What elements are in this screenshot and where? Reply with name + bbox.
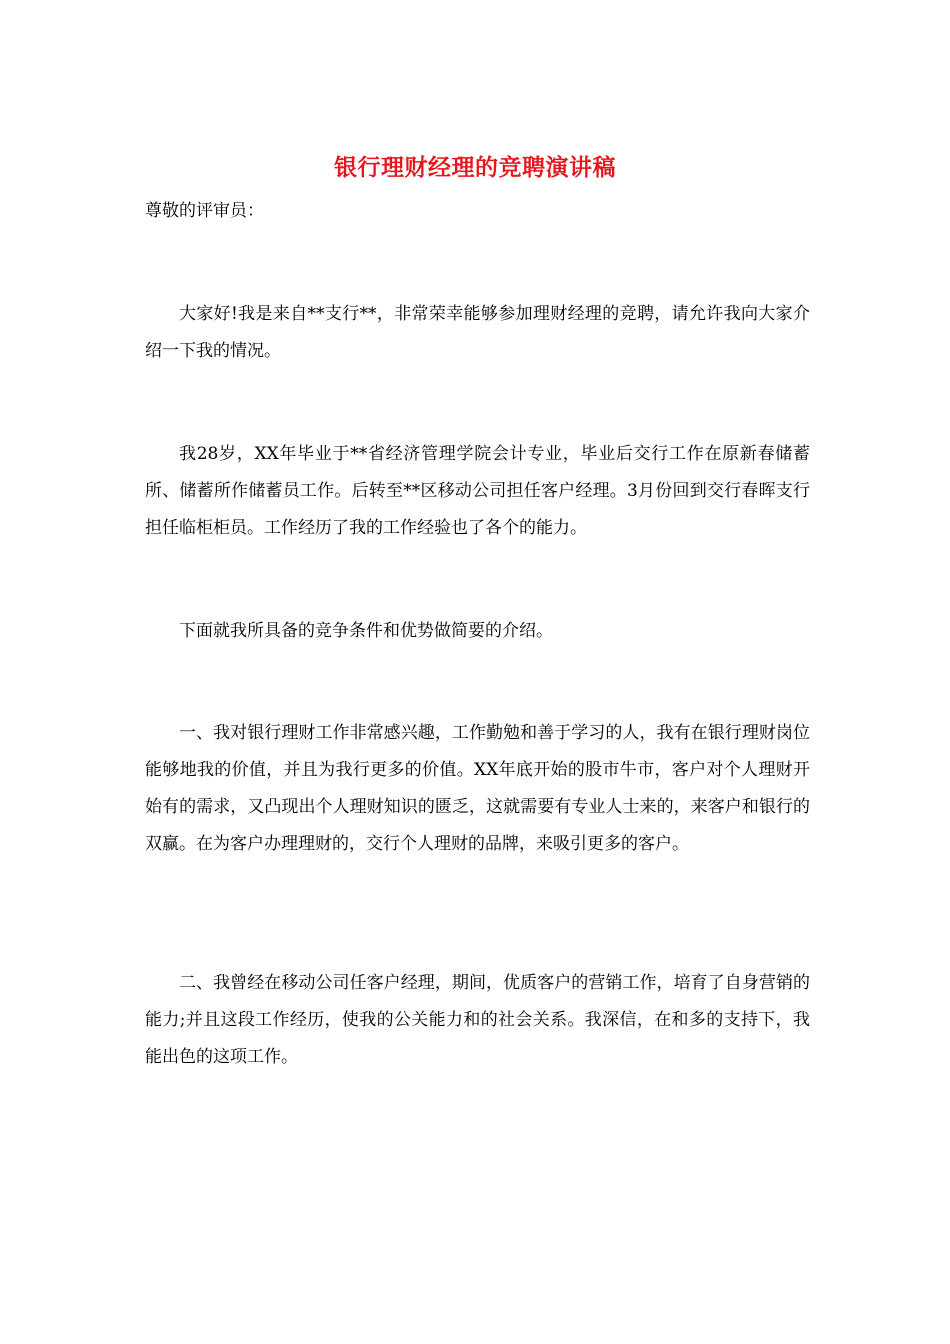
document-title: 银行理财经理的竞聘演讲稿 bbox=[334, 154, 616, 181]
paragraph-greeting: 大家好!我是来自**支行**，非常荣幸能够参加理财经理的竞聘，请允许我向大家介绍一下我的情况。 bbox=[145, 304, 810, 361]
salutation: 尊敬的评审员： bbox=[145, 201, 264, 221]
paragraph-intro: 下面就我所具备的竞争条件和优势做简要的介绍。 bbox=[179, 621, 553, 641]
paragraph-point-two: 二、我曾经在移动公司任客户经理，期间，优质客户的营销工作，培育了自身营销的能力;并且这段工作经历，使我的公关能力和的社会关系。我深信，在和多的支持下，我能出色的这项工作。 bbox=[145, 973, 810, 1067]
paragraph-background: 我28岁，XX年毕业于**省经济管理学院会计专业，毕业后交行工作在原新春储蓄所、储蓄所作储蓄员工作。后转至**区移动公司担任客户经理。3月份回到交行春晖支行担任临柜柜员。工作经历了我的工作经验也了各个的能力。 bbox=[145, 444, 810, 538]
paragraph-point-one: 一、我对银行理财工作非常感兴趣，工作勤勉和善于学习的人，我有在银行理财岗位能够地我的价值，并且为我行更多的价值。XX年底开始的股市牛市，客户对个人理财开始有的需求，又凸现出个人理财知识的匮乏，这就需要有专业人士来的，来客户和银行的双赢。在为客户办理理财的，交行个人理财的品牌，来吸引更多的客户。 bbox=[145, 723, 810, 854]
